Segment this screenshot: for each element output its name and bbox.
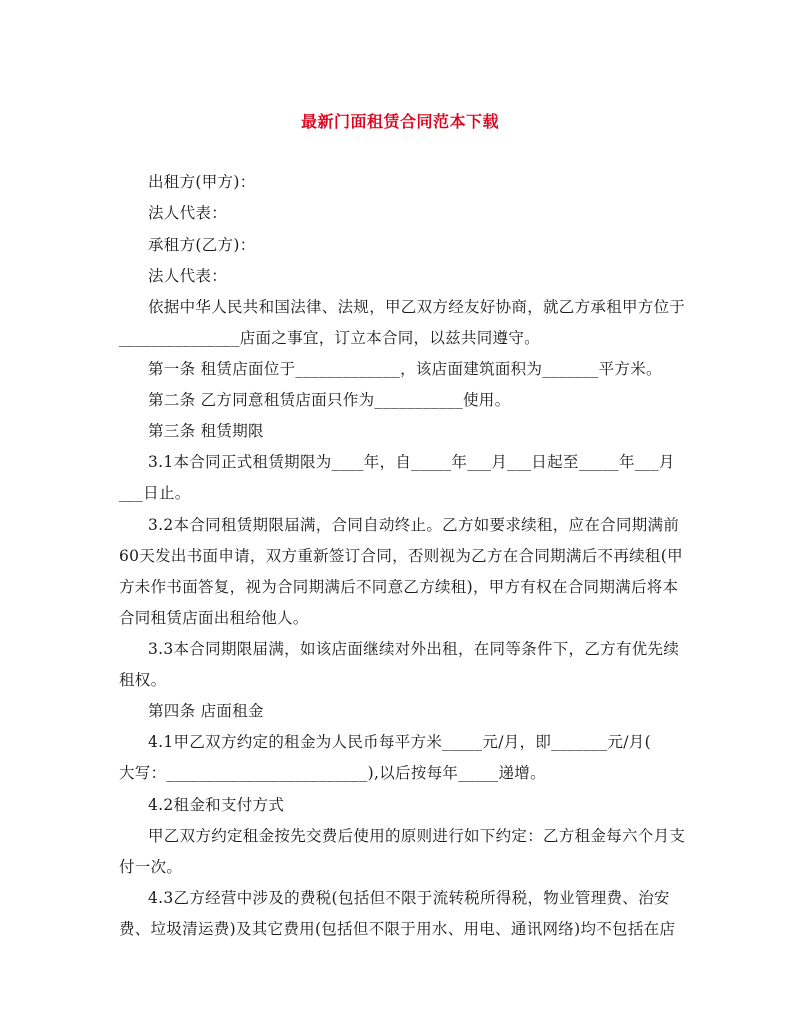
clause-3-1-line: ___日止。 xyxy=(119,484,191,502)
document-title: 最新门面租赁合同范本下载 xyxy=(300,112,499,131)
preamble-line: _______________店面之事宜，订立本合同，以兹共同遵守。 xyxy=(119,329,540,347)
clause-4-2-line: 4.2租金和支付方式 xyxy=(148,796,285,814)
party-a-legal-rep-line: 法人代表： xyxy=(148,204,228,222)
party-b-line: 承租方(乙方)： xyxy=(148,236,256,254)
article-4-heading: 第四条 店面租金 xyxy=(148,702,264,720)
clause-4-2-body-line: 甲乙双方约定租金按先交费后使用的原则进行如下约定：乙方租金每六个月支 xyxy=(148,827,686,845)
preamble-line: 依据中华人民共和国法律、法规，甲乙双方经友好协商，就乙方承租甲方位于 xyxy=(148,298,686,316)
clause-3-2-line: 合同租赁店面出租给他人。 xyxy=(119,609,309,627)
clause-3-2-line: 方未作书面答复，视为合同期满后不同意乙方续租)，甲方有权在合同期满后将本 xyxy=(119,578,679,596)
clause-4-1-line: 大写：_________________________),以后按每年_____递增。 xyxy=(119,764,546,782)
clause-4-3-line: 4.3乙方经营中涉及的费税(包括但不限于流转税所得税，物业管理费、治安 xyxy=(148,889,670,907)
clause-4-1-line: 4.1甲乙双方约定的租金为人民币每平方米_____元/月，即_______元/月( xyxy=(148,733,651,751)
clause-4-3-line: 费、垃圾清运费)及其它费用(包括但不限于用水、用电、通讯网络)均不包括在店 xyxy=(119,920,676,938)
party-a-line: 出租方(甲方)： xyxy=(148,173,256,191)
clause-3-3-line: 租权。 xyxy=(119,671,167,689)
party-b-legal-rep-line: 法人代表： xyxy=(148,267,228,285)
clause-3-2-line: 3.2本合同租赁期限届满，合同自动终止。乙方如要求续租，应在合同期满前 xyxy=(148,516,680,534)
article-2-line: 第二条 乙方同意租赁店面只作为___________使用。 xyxy=(148,391,511,409)
article-3-heading: 第三条 租赁期限 xyxy=(148,422,264,440)
clause-4-2-body-line: 付一次。 xyxy=(119,858,183,876)
article-1-line: 第一条 租赁店面位于_____________，该店面建筑面积为_______平方米。 xyxy=(148,360,662,378)
clause-3-1-line: 3.1本合同正式租赁期限为____年，自_____年___月___日起至_____年___月 xyxy=(148,453,675,471)
clause-3-3-line: 3.3本合同期限届满，如该店面继续对外出租，在同等条件下，乙方有优先续 xyxy=(148,640,680,658)
clause-3-2-line: 60天发出书面申请，双方重新签订合同，否则视为乙方在合同期满后不再续租(甲 xyxy=(119,547,683,565)
